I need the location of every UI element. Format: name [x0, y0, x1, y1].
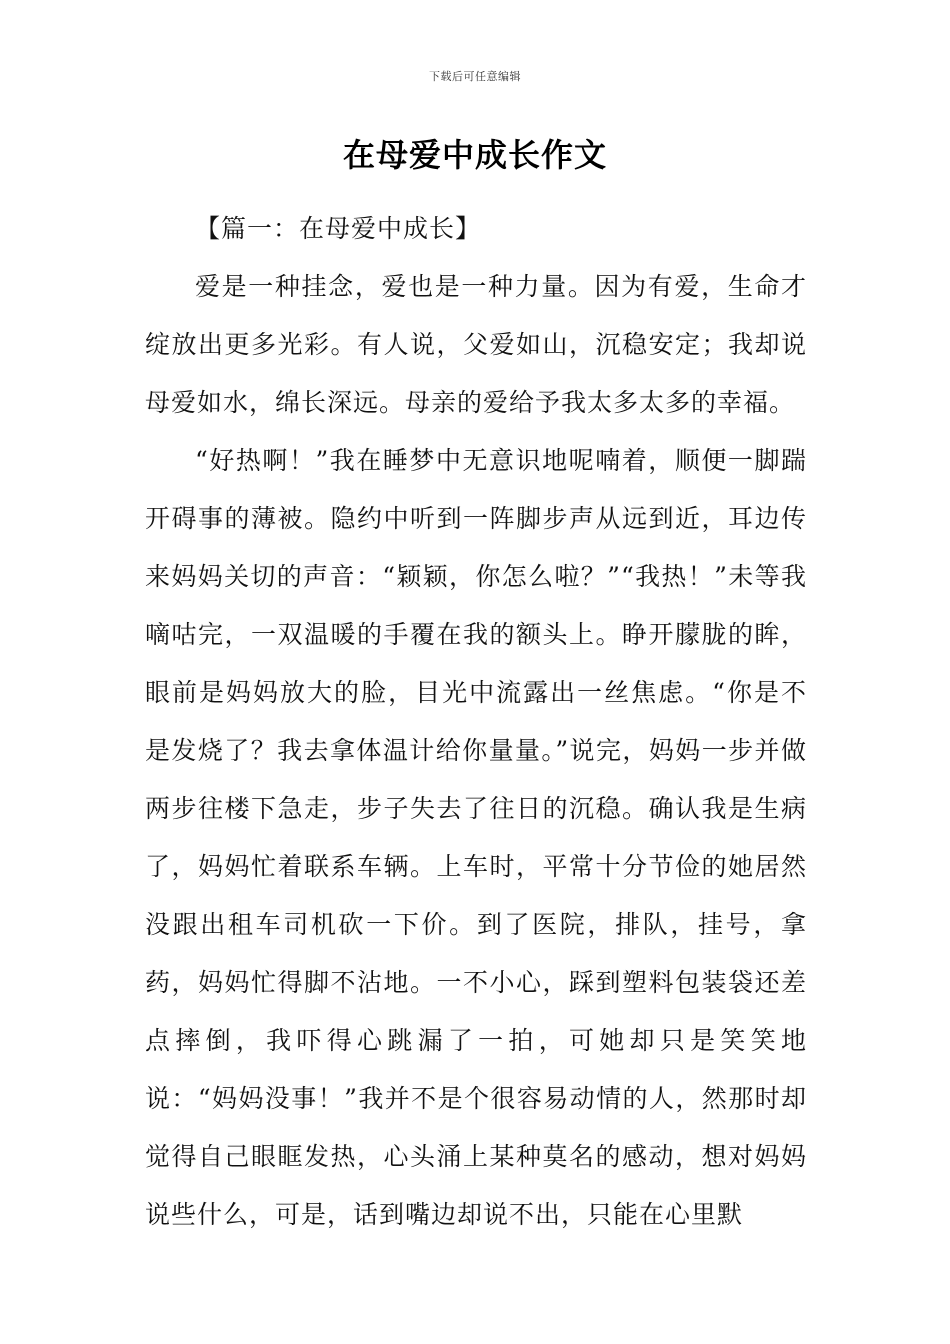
- paragraph-2: “好热啊！”我在睡梦中无意识地呢喃着，顺便一脚踹开碍事的薄被。隐约中听到一阵脚步声从远到近，耳边传来妈妈关切的声音：“颖颖，你怎么啦？”“我热！”未等我嘀咕完，一双温暖的手覆在我的额头上。睁开朦胧的眸，眼前是妈妈放大的脸，目光中流露出一丝焦虑。“你是不是发烧了？我去拿体温计给你量量。”说完，妈妈一步并做两步往楼下急走，步子失去了往日的沉稳。确认我是生病了，妈妈忙着联系车辆。上车时，平常十分节俭的她居然没跟出租车司机砍一下价。到了医院，排队，挂号，拿药，妈妈忙得脚不沾地。一不小心，踩到塑料包装袋还差点摔倒，我吓得心跳漏了一拍，可她却只是笑笑地说：“妈妈没事！”我并不是个很容易动情的人，然那时却觉得自己眼眶发热，心头涌上某种莫名的感动，想对妈妈说些什么，可是，话到嘴边却说不出，只能在心里默: [145, 446, 807, 1229]
- paragraph-1: 爱是一种挂念，爱也是一种力量。因为有爱，生命才绽放出更多光彩。有人说，父爱如山，沉稳安定；我却说母爱如水，绵长深远。母亲的爱给予我太多太多的幸福。: [145, 272, 807, 417]
- document-title: 在母爱中成长作文: [342, 136, 607, 174]
- section-heading: 【篇一：在母爱中成长】: [195, 214, 482, 243]
- header-note: 下载后可任意编辑: [429, 70, 521, 83]
- document-body: [145, 200, 807, 1244]
